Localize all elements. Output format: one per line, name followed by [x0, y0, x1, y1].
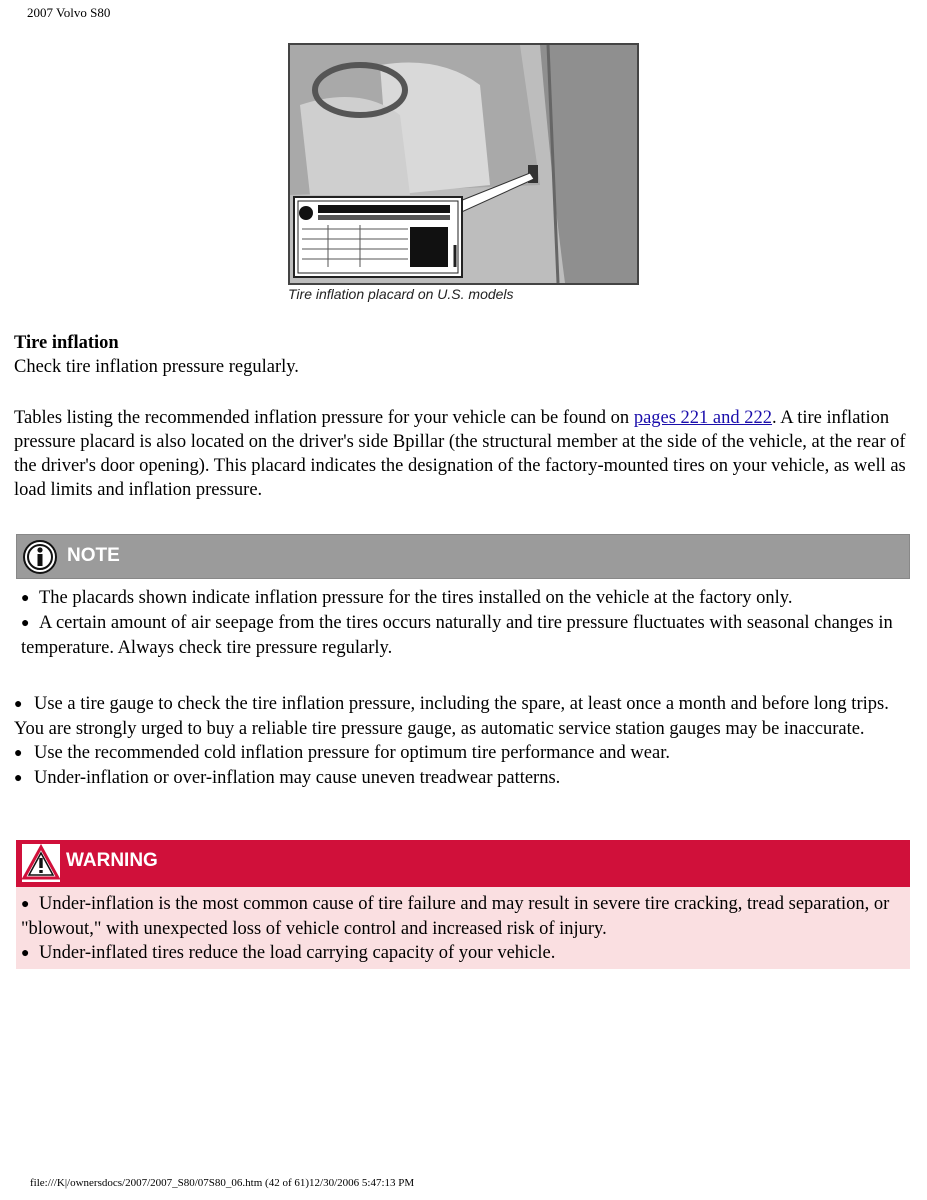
warning-item-text: Under-inflation is the most common cause of tire failure and may result in severe tire cracking, tread separation, or "blowout," with unexpected loss of vehicle control and increased risk of injury. — [21, 894, 890, 939]
note-label: NOTE — [67, 545, 120, 566]
paragraph-text-after-link: . A tire inflation pressure placard is also located on the driver's side Bpillar (the structural member at the side of the vehicle, at the rear of the driver's door opening). This placard indicates the designation of the factory-mounted tires on your vehicle, as well as load limits and inflation pressure. — [14, 408, 906, 500]
bullet-icon: ● — [14, 771, 23, 786]
bullet-icon: ● — [14, 746, 23, 761]
warning-item — [21, 892, 911, 941]
warning-item — [21, 941, 911, 966]
section-body-paragraph — [14, 406, 909, 502]
list-item-text: Under-inflation or over-inflation may cause uneven treadwear patterns. — [34, 768, 561, 788]
bullet-icon: ● — [21, 946, 30, 961]
document-header-title: 2007 Volvo S80 — [27, 5, 111, 20]
bullet-icon: ● — [14, 697, 23, 712]
list-item — [14, 692, 904, 741]
bullet-icon: ● — [21, 897, 30, 912]
pages-221-222-link[interactable]: pages 221 and 222 — [633, 408, 773, 428]
footer-file-path: file:///K|/ownersdocs/2007/2007_S80/07S80_06.htm (42 of 61)12/30/2006 5:47:13 PM — [30, 1177, 415, 1189]
section-intro: Check tire inflation pressure regularly. — [14, 357, 299, 377]
list-item — [14, 741, 904, 766]
bullet-icon: ● — [21, 616, 30, 631]
note-list — [21, 586, 911, 660]
paragraph-text-before-link: Tables listing the recommended inflation pressure for your vehicle can be found on — [14, 408, 634, 428]
info-icon — [23, 540, 57, 574]
warning-list — [21, 892, 911, 966]
warning-label: WARNING — [66, 850, 158, 871]
warning-header — [16, 840, 910, 887]
warning-item-text: Under-inflated tires reduce the load carrying capacity of your vehicle. — [39, 943, 556, 963]
bullet-icon: ● — [21, 591, 30, 606]
note-item — [21, 611, 911, 660]
tire-care-bullet-list — [14, 692, 904, 791]
section-title: Tire inflation — [14, 333, 119, 353]
warning-triangle-icon — [22, 844, 60, 882]
list-item-text: Use a tire gauge to check the tire inflation pressure, including the spare, at least once a month and before long trips. You are strongly urged to buy a reliable tire pressure gauge, as automatic service station gauges may be inaccurate. — [14, 694, 889, 739]
list-item — [14, 766, 904, 791]
note-item-text: The placards shown indicate inflation pressure for the tires installed on the vehicle at the factory only. — [39, 588, 793, 608]
note-item — [21, 586, 911, 611]
section-title-block — [14, 331, 909, 379]
car-interior-placard-figure — [288, 43, 639, 285]
note-item-text: A certain amount of air seepage from the tires occurs naturally and tire pressure fluctuates with seasonal changes in temperature. Always check tire pressure regularly. — [21, 613, 893, 658]
note-header — [16, 534, 910, 579]
list-item-text: Use the recommended cold inflation pressure for optimum tire performance and wear. — [34, 743, 670, 763]
figure-caption: Tire inflation placard on U.S. models — [288, 286, 514, 302]
